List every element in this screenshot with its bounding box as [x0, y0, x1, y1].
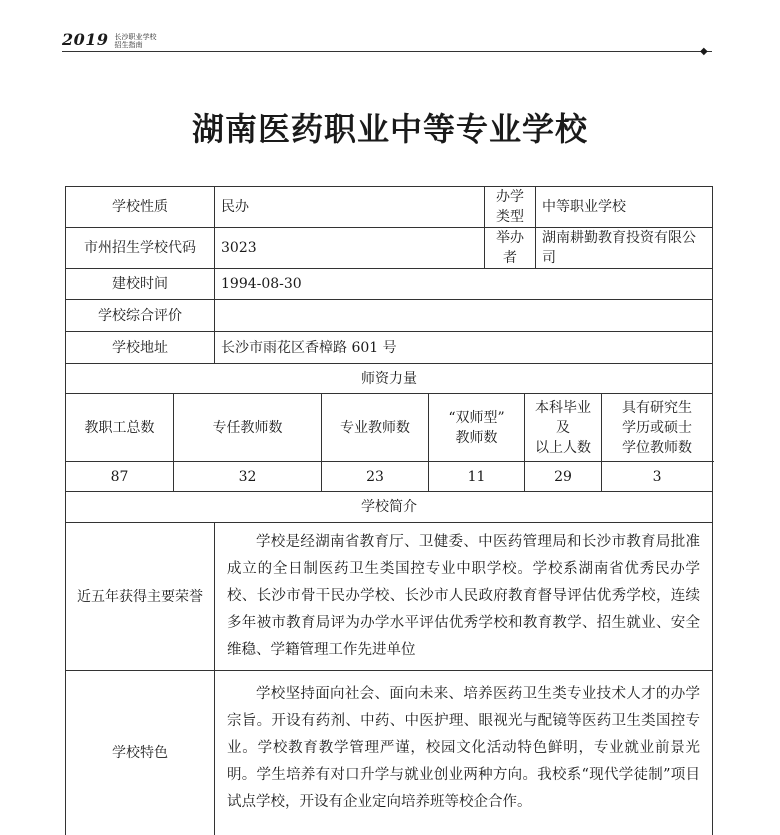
sponsor-label: 举办者 — [485, 228, 536, 269]
founded-label: 建校时间 — [66, 269, 215, 300]
row-nature — [66, 187, 713, 228]
row-code — [66, 228, 713, 269]
header-subtitle — [115, 33, 157, 49]
faculty-header-line: 教职工总数 — [84, 419, 155, 436]
faculty-header-line: 学历或硕士 — [622, 419, 693, 436]
sponsor-value: 湖南耕勤教育投资有限公司 — [536, 228, 713, 269]
header-end-mark-icon: ◆ — [700, 46, 708, 57]
founded-value: 1994-08-30 — [215, 269, 713, 300]
row-eval — [66, 300, 713, 332]
type-value: 中等职业学校 — [536, 187, 713, 228]
faculty-header — [525, 394, 602, 462]
honors-row — [66, 523, 713, 671]
header-divider — [62, 51, 712, 52]
faculty-header — [429, 394, 525, 462]
type-label: 办学类型 — [485, 187, 536, 228]
faculty-value-graduate: 3 — [602, 462, 713, 492]
header-subtitle-line1: 长沙职业学校 — [114, 33, 157, 41]
eval-value — [215, 300, 713, 332]
faculty-header-line: 本科毕业及 — [535, 399, 592, 436]
faculty-header-line: 具有研究生 — [622, 399, 693, 416]
eval-label: 学校综合评价 — [66, 300, 215, 332]
honors-label: 近五年获得主要荣誉 — [66, 523, 215, 671]
school-info-table — [65, 186, 713, 835]
row-address — [66, 332, 713, 364]
faculty-header-line: 学位教师数 — [622, 439, 693, 456]
faculty-header — [174, 394, 322, 462]
features-text — [215, 671, 713, 835]
code-label: 市州招生学校代码 — [66, 228, 215, 269]
features-paragraph: 学校坚持面向社会、面向未来、培养医药卫生类专业技术人才的办学宗旨。开设有药剂、中药、中医护理、眼视光与配镜等医药卫生类国控专业。学校教育教学管理严谨，校园文化活动特色鲜明，专业就业前景光明。学生培养有对口升学与就业创业两种方向。我校系“现代学徒制”项目试点学校，开设有企业定向培养班等校企合作。 — [227, 686, 701, 810]
honors-paragraph: 学校是经湖南省教育厅、卫健委、中医药管理局和长沙市教育局批准成立的全日制医药卫生类国控专业中职学校。学校系湖南省优秀民办学校、长沙市骨干民办学校、长沙市人民政府教育督导评估优秀学校，连续多年被市教育局评为办学水平评估优秀学校和教育教学、招生就业、安全维稳、学籍管理工作先进单位 — [227, 534, 701, 658]
faculty-section-title: 师资力量 — [66, 364, 713, 394]
address-label: 学校地址 — [66, 332, 215, 364]
row-founded — [66, 269, 713, 300]
features-label: 学校特色 — [66, 671, 215, 835]
address-value: 长沙市雨花区香樟路 601 号 — [215, 332, 713, 364]
code-value: 3023 — [215, 228, 485, 269]
faculty-header-line: “双师型” — [448, 409, 505, 426]
faculty-header-line: 专业教师数 — [340, 419, 410, 436]
faculty-value-dual: 11 — [429, 462, 525, 492]
faculty-header-row — [66, 394, 713, 462]
nature-value: 民办 — [215, 187, 485, 228]
nature-label: 学校性质 — [66, 187, 215, 228]
honors-text — [215, 523, 713, 671]
faculty-value-professional: 23 — [322, 462, 429, 492]
features-row — [66, 671, 713, 835]
faculty-header — [322, 394, 429, 462]
header-year: 2019 — [62, 30, 109, 49]
header-subtitle-line2: 招生指南 — [114, 41, 143, 49]
page-header — [62, 30, 157, 49]
faculty-values-row — [66, 462, 713, 492]
faculty-header — [602, 394, 713, 462]
faculty-section-row — [66, 364, 713, 394]
faculty-header-line: 教师数 — [455, 429, 498, 446]
page-title: 湖南医药职业中等专业学校 — [191, 110, 588, 148]
faculty-value-bachelor: 29 — [525, 462, 602, 492]
intro-section-row — [66, 492, 713, 523]
faculty-header-line: 以上人数 — [535, 439, 592, 456]
faculty-header — [66, 394, 174, 462]
intro-section-title: 学校简介 — [66, 492, 713, 523]
faculty-header-line: 专任教师数 — [212, 419, 283, 436]
faculty-value-fulltime: 32 — [174, 462, 322, 492]
faculty-value-total: 87 — [66, 462, 174, 492]
